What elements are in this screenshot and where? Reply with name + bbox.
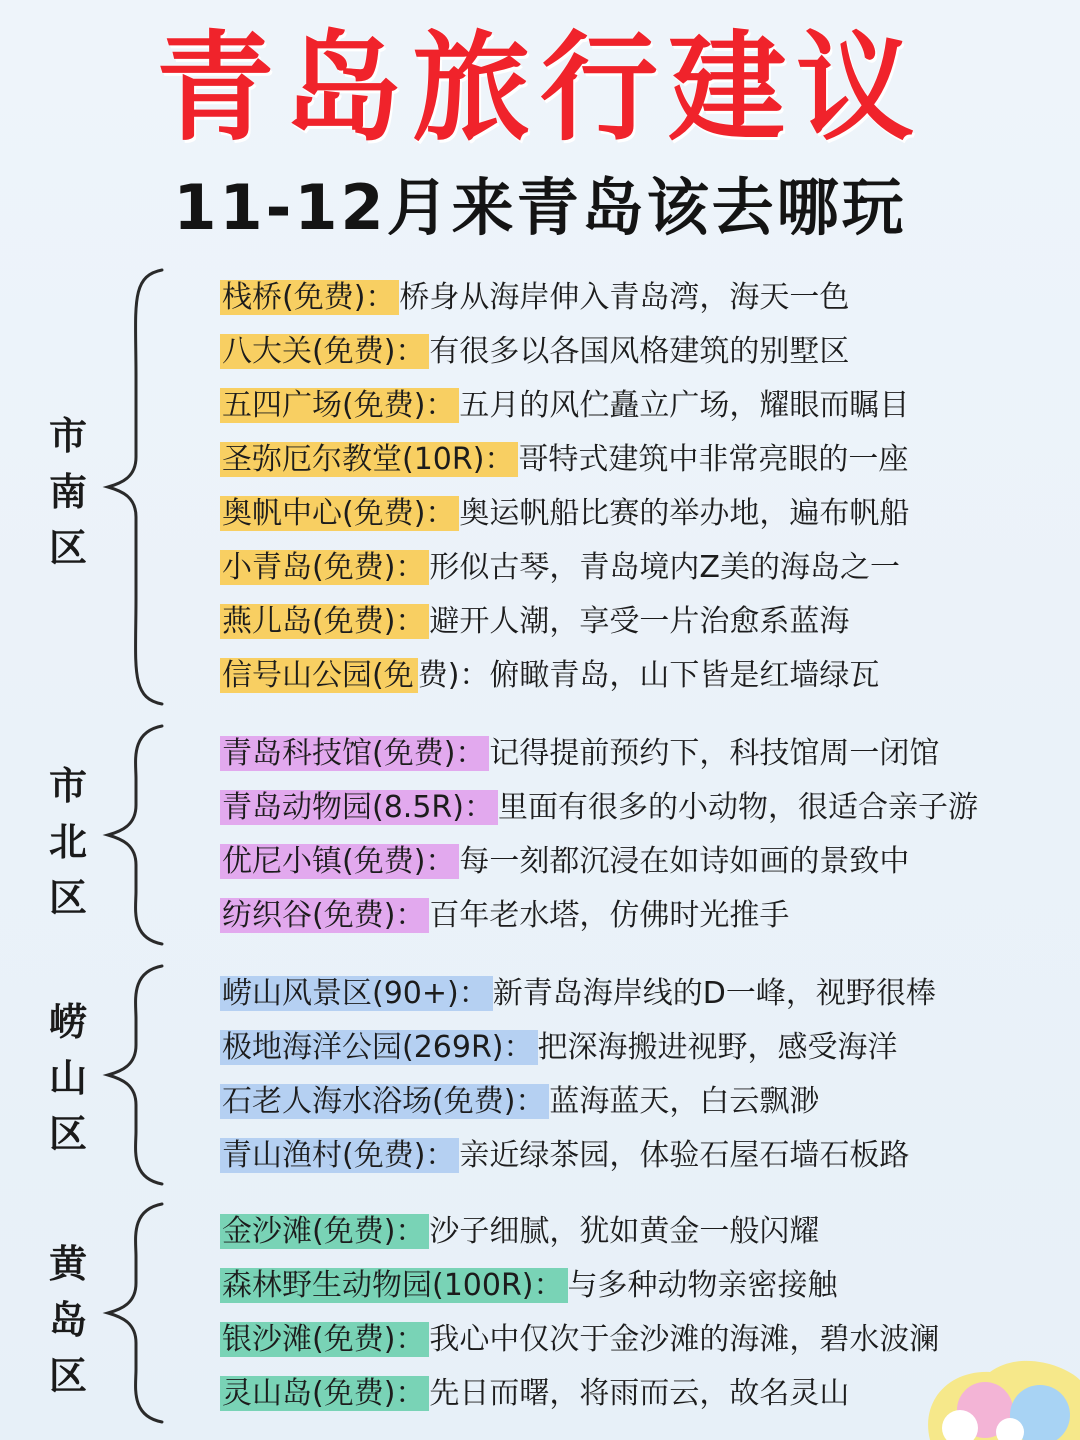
attraction-description: 与多种动物亲密接触 (567, 1268, 838, 1303)
attraction-name: 青山渔村(免费)： (220, 1138, 459, 1173)
attraction-description: 避开人潮，享受一片治愈系蓝海 (429, 604, 850, 639)
attraction-description: 我心中仅次于金沙滩的海滩，碧水波澜 (429, 1322, 940, 1357)
attraction-row (220, 384, 909, 428)
page-title: 青岛旅行建议 (155, 19, 924, 157)
attraction-description: 费)：俯瞰青岛，山下皆是红墙绿瓦 (417, 658, 880, 693)
attraction-description: 先日而曙，将雨而云，故名灵山 (429, 1376, 850, 1411)
attraction-name: 石老人海水浴场(免费)： (220, 1084, 549, 1119)
attraction-name: 极地海洋公园(269R)： (220, 1030, 538, 1065)
attraction-row (220, 1318, 939, 1362)
attraction-description: 哥特式建筑中非常亮眼的一座 (518, 442, 909, 477)
attraction-name: 信号山公园(免 (220, 658, 418, 693)
district-name: 市 南 区 (48, 414, 87, 570)
attraction-description: 把深海搬进视野，感受海洋 (537, 1030, 898, 1065)
attraction-description: 里面有很多的小动物，很适合亲子游 (497, 790, 978, 825)
attraction-name: 栈桥(免费)： (220, 280, 399, 315)
page-subtitle: 11-12月来青岛该去哪玩 (173, 171, 907, 244)
attraction-name: 银沙滩(免费)： (220, 1322, 429, 1357)
attraction-description: 沙子细腻，犹如黄金一般闪耀 (429, 1214, 820, 1249)
curly-brace-icon (100, 266, 170, 708)
attraction-description: 形似古琴，青岛境内Z美的海岛之一 (429, 550, 900, 585)
attraction-name: 森林野生动物园(100R)： (220, 1268, 568, 1303)
attraction-description: 奥运帆船比赛的举办地，遍布帆船 (459, 496, 910, 531)
district-name: 黄 岛 区 (48, 1242, 87, 1398)
attraction-row (220, 600, 849, 644)
attraction-row (220, 732, 939, 776)
attraction-description: 记得提前预约下，科技馆周一闭馆 (489, 736, 940, 771)
attraction-name: 圣弥厄尔教堂(10R)： (220, 442, 518, 477)
attraction-row (220, 1372, 849, 1416)
attraction-row (220, 1080, 819, 1124)
attraction-row (220, 894, 789, 938)
cartoon-sticker-decoration (890, 1310, 1080, 1440)
attraction-description: 五月的风伫矗立广场，耀眼而瞩目 (459, 388, 910, 423)
attraction-description: 新青岛海岸线的D一峰，视野很棒 (492, 976, 936, 1011)
attraction-name: 纺织谷(免费)： (220, 898, 429, 933)
attraction-description: 百年老水塔，仿佛时光推手 (429, 898, 790, 933)
attraction-name: 优尼小镇(免费)： (220, 844, 459, 879)
attraction-row (220, 786, 978, 830)
attraction-name: 小青岛(免费)： (220, 550, 429, 585)
attraction-row (220, 654, 879, 698)
attraction-name: 奥帆中心(免费)： (220, 496, 459, 531)
attraction-row (220, 492, 909, 536)
attraction-row (220, 1026, 898, 1070)
attraction-name: 灵山岛(免费)： (220, 1376, 429, 1411)
attraction-row (220, 972, 936, 1016)
attraction-name: 八大关(免费)： (220, 334, 429, 369)
attraction-row (220, 1210, 819, 1254)
attraction-row (220, 1134, 909, 1178)
district-name: 崂 山 区 (48, 1000, 87, 1156)
attraction-name: 金沙滩(免费)： (220, 1214, 429, 1249)
attraction-description: 亲近绿茶园，体验石屋石墙石板路 (459, 1138, 910, 1173)
curly-brace-icon (100, 722, 170, 948)
attraction-name: 青岛科技馆(免费)： (220, 736, 489, 771)
attraction-description: 蓝海蓝天，白云飘渺 (549, 1084, 820, 1119)
curly-brace-icon (100, 962, 170, 1188)
attraction-row (220, 1264, 838, 1308)
district-name: 市 北 区 (48, 764, 87, 920)
attraction-name: 燕儿岛(免费)： (220, 604, 429, 639)
attraction-name: 五四广场(免费)： (220, 388, 459, 423)
attraction-description: 每一刻都沉浸在如诗如画的景致中 (459, 844, 910, 879)
attraction-name: 崂山风景区(90+)： (220, 976, 493, 1011)
attraction-description: 桥身从海岸伸入青岛湾，海天一色 (399, 280, 850, 315)
attraction-row (220, 276, 849, 320)
curly-brace-icon (100, 1200, 170, 1426)
attraction-description: 有很多以各国风格建筑的别墅区 (429, 334, 850, 369)
attraction-name: 青岛动物园(8.5R)： (220, 790, 498, 825)
attraction-row (220, 546, 900, 590)
attraction-row (220, 840, 909, 884)
attraction-row (220, 438, 908, 482)
attraction-row (220, 330, 849, 374)
